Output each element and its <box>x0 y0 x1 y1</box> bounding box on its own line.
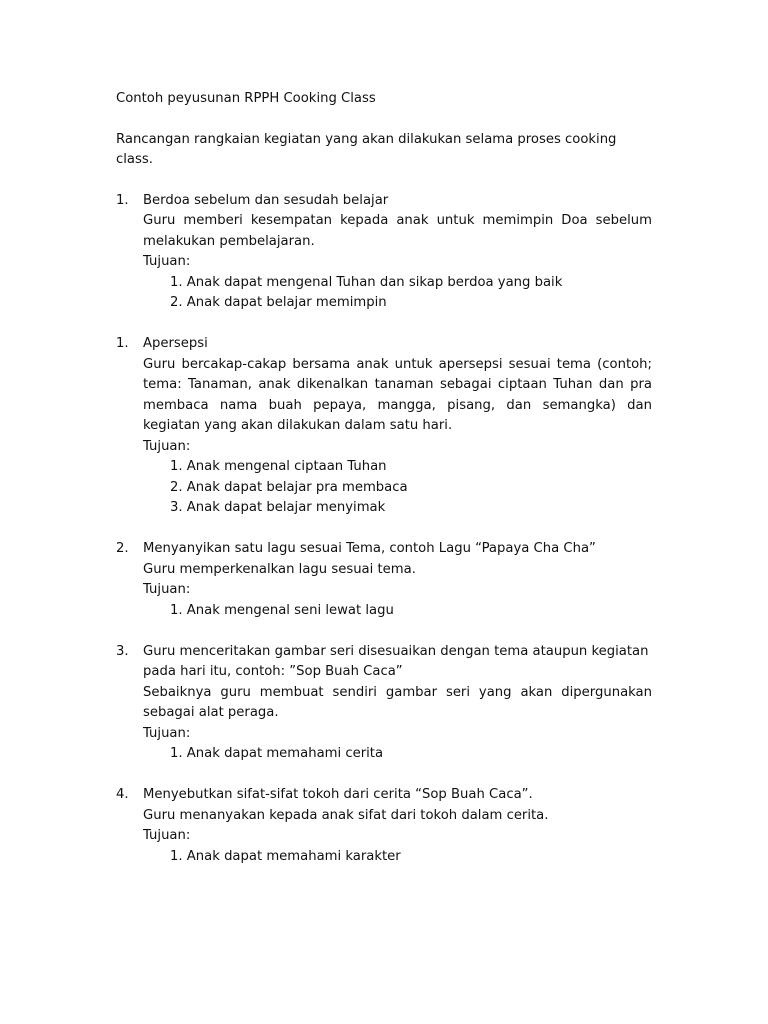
activity-section <box>116 785 652 867</box>
section-number: 3. <box>116 643 129 659</box>
section-heading-text: Guru menceritakan gambar seri disesuaikan dengan tema ataupun kegiatan pada hari itu, contoh: ”Sop Buah Caca” <box>143 643 649 679</box>
section-heading <box>116 785 652 806</box>
section-description <box>116 806 652 827</box>
tujuan-label: Tujuan: <box>143 254 191 269</box>
goal-item: 1. Anak dapat memahami karakter <box>170 848 401 864</box>
description-paragraph: Guru menanyakan kepada anak sifat dari tokoh dalam cerita. <box>143 807 549 823</box>
section-number: 2. <box>116 541 129 556</box>
section-heading <box>116 539 652 560</box>
section-description <box>116 683 652 724</box>
goal-item: 2. Anak dapat belajar memimpin <box>170 295 387 310</box>
section-description <box>116 355 652 437</box>
tujuan-label: Tujuan: <box>143 828 191 843</box>
goal-list <box>116 273 652 314</box>
description-paragraph: Guru bercakap-cakap bersama anak untuk apersepsi sesuai tema (contoh; tema: Tanaman, anak dikenalkan tanaman sebagai ciptaan Tuhan dan pra membaca nama buah pepaya, mangga, pisang, dan semangka) dan kegiatan yang akan dilakukan dalam satu hari. <box>143 356 652 433</box>
section-heading-text: Menyebutkan sifat-sifat tokoh dari cerita “Sop Buah Caca”. <box>143 787 533 802</box>
goal-item: 1. Anak mengenal seni lewat lagu <box>170 602 394 618</box>
section-heading <box>116 334 652 355</box>
document-title: Contoh peyusunan RPPH Cooking Class <box>116 91 376 106</box>
goal-item: 2. Anak dapat belajar pra membaca <box>170 479 408 495</box>
section-heading-text: Berdoa sebelum dan sesudah belajar <box>143 192 389 208</box>
goal-list <box>116 457 652 519</box>
activity-section <box>116 539 652 621</box>
section-number: 1. <box>116 336 129 351</box>
goal-item: 1. Anak mengenal ciptaan Tuhan <box>170 459 387 474</box>
goal-item: 1. Anak dapat memahami cerita <box>170 746 384 761</box>
goal-list <box>116 847 652 868</box>
section-description <box>116 560 652 581</box>
document-intro: Rancangan rangkaian kegiatan yang akan dilakukan selama proses cooking class. <box>116 131 617 167</box>
activity-section <box>116 191 652 314</box>
section-heading-text: Menyanyikan satu lagu sesuai Tema, contoh Lagu “Papaya Cha Cha” <box>143 541 596 556</box>
section-number: 1. <box>116 192 129 208</box>
section-heading <box>116 642 652 683</box>
section-heading-text: Apersepsi <box>143 336 208 351</box>
tujuan-label: Tujuan: <box>143 438 191 454</box>
tujuan-label: Tujuan: <box>143 725 191 741</box>
goal-item: 1. Anak dapat mengenal Tuhan dan sikap berdoa yang baik <box>170 274 563 290</box>
goal-list <box>116 744 652 765</box>
description-paragraph: Guru memberi kesempatan kepada anak untuk memimpin Doa sebelum melakukan pembelajaran. <box>143 213 652 249</box>
activity-section <box>116 334 652 519</box>
tujuan-label: Tujuan: <box>143 582 191 597</box>
description-paragraph: Guru memperkenalkan lagu sesuai tema. <box>143 561 416 577</box>
section-heading <box>116 191 652 212</box>
description-paragraph: Sebaiknya guru membuat sendiri gambar seri yang akan dipergunakan sebagai alat peraga. <box>143 684 652 720</box>
goal-list <box>116 601 652 622</box>
section-description <box>116 211 652 252</box>
section-number: 4. <box>116 787 129 802</box>
activity-section <box>116 642 652 765</box>
goal-item: 3. Anak dapat belajar menyimak <box>170 500 386 515</box>
